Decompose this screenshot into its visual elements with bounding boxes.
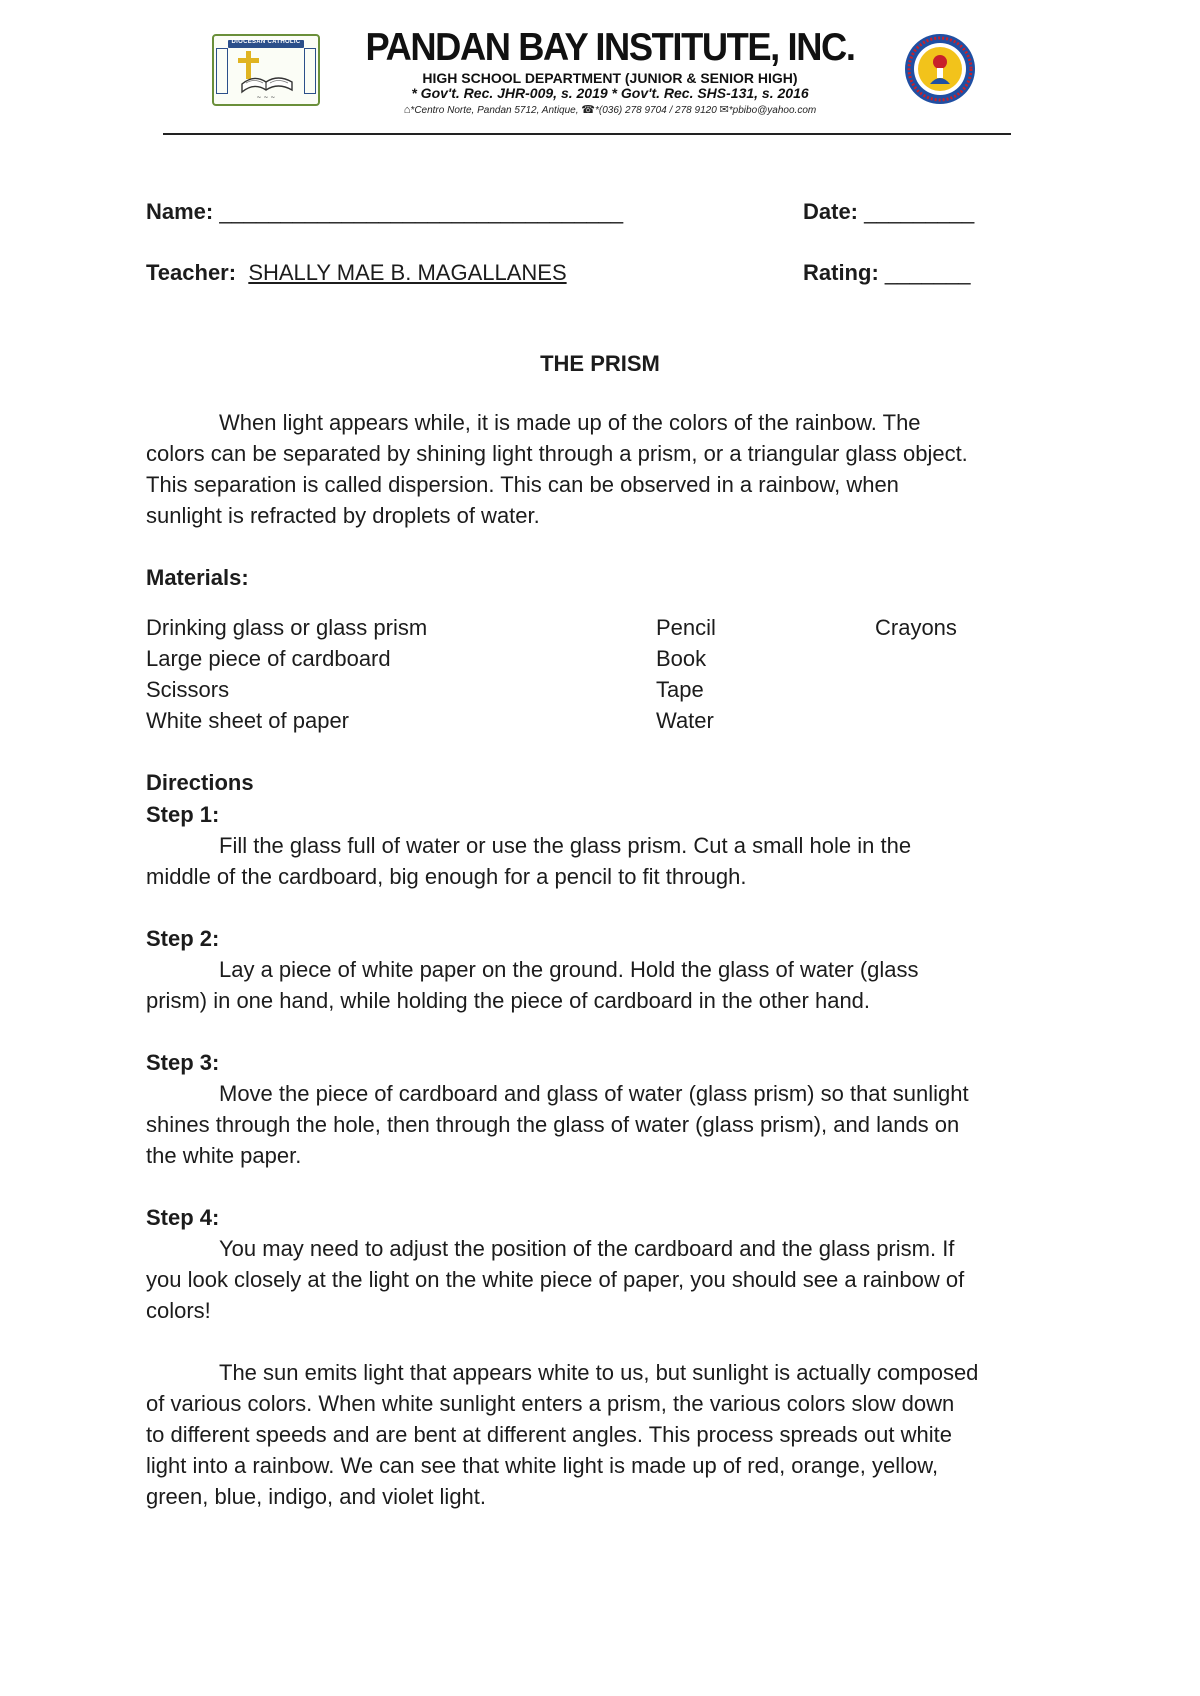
rating-field[interactable]	[803, 257, 971, 288]
list-item: Scissors	[146, 677, 230, 702]
phone-text: *(036) 278 9704 / 278 9120	[595, 105, 717, 116]
name-blank: _________________________________	[219, 199, 624, 224]
name-label: Name:	[146, 199, 214, 224]
contact-line: ⌂*Centro Norte, Pandan 5712, Antique, ☎*(036) 278 9704 / 278 9120 ✉*pbibo@yahoo.com	[403, 104, 817, 116]
step-3-text: Move the piece of cardboard and glass of water (glass prism) so that sunlight shines through the hole, then through the glass of water (glass prism), and lands on the white paper.	[146, 1081, 969, 1168]
teacher-label: Teacher:	[146, 260, 237, 285]
intro-paragraph: When light appears while, it is made up of the colors of the rainbow. The colors can be separated by shining light through a prism, or a triangular glass object. This separation is called dispersion. This can be observed in a rainbow, when sunlight is refracted by droplets of water.	[146, 410, 968, 528]
email-text: *pbibo@yahoo.com	[728, 105, 817, 116]
step-2-label: Step 2:	[146, 926, 220, 951]
list-item: White sheet of paper	[146, 708, 350, 733]
school-logo-left: DIOCESAN CATHOLIC ~ ~ ~	[212, 34, 320, 106]
list-item: Pencil	[656, 615, 716, 640]
phone-icon: ☎	[581, 104, 595, 116]
date-blank: _________	[864, 199, 975, 224]
rating-blank: _______	[884, 260, 971, 285]
name-field[interactable]	[146, 196, 623, 227]
list-item: Large piece of cardboard	[146, 646, 391, 671]
address-text: *Centro Norte, Pandan 5712, Antique	[410, 105, 576, 116]
date-label: Date:	[803, 199, 859, 224]
rating-label: Rating:	[803, 260, 879, 285]
document-title: THE PRISM	[540, 351, 660, 376]
teacher-name: SHALLY MAE B. MAGALLANES	[248, 260, 567, 285]
header-divider	[163, 133, 1011, 135]
list-item: Drinking glass or glass prism	[146, 615, 428, 640]
list-item: Water	[656, 708, 714, 733]
step-2-text: Lay a piece of white paper on the ground. Hold the glass of water (glass prism) in one hand, while holding the piece of cardboard in the other hand.	[146, 957, 919, 1013]
materials-col-2	[656, 612, 836, 736]
mail-icon: ✉	[719, 104, 729, 116]
school-seal-logo	[903, 32, 977, 106]
step-1-text: Fill the glass full of water or use the glass prism. Cut a small hole in the middle of the cardboard, big enough for a pencil to fit through.	[146, 833, 912, 889]
letterhead	[0, 0, 1200, 140]
list-item: Book	[656, 646, 707, 671]
list-item: Crayons	[875, 615, 957, 640]
date-field[interactable]	[803, 196, 974, 227]
step-3-label: Step 3:	[146, 1050, 220, 1075]
step-1-label: Step 1:	[146, 802, 220, 827]
materials-heading: Materials:	[146, 565, 249, 590]
department-line: HIGH SCHOOL DEPARTMENT (JUNIOR & SENIOR HIGH)	[422, 70, 798, 86]
step-4-text: You may need to adjust the position of the cardboard and the glass prism. If you look closely at the light on the white piece of paper, you should see a rainbow of colors!	[146, 1236, 965, 1323]
materials-col-3	[875, 612, 1055, 643]
teacher-field	[146, 257, 567, 288]
directions-heading: Directions	[146, 770, 254, 795]
conclusion-paragraph: The sun emits light that appears white to us, but sunlight is actually composed of various colors. When white sunlight enters a prism, the various colors slow down to different speeds and are bent at different angles. This process spreads out white light into a rainbow. We can see that white light is made up of red, orange, yellow, green, blue, indigo, and violet light.	[146, 1360, 979, 1509]
recognition-line: * Gov't. Rec. JHR-009, s. 2019 * Gov't. Rec. SHS-131, s. 2016	[411, 85, 809, 101]
materials-col-1	[146, 612, 626, 736]
logo-caption: DIOCESAN CATHOLIC	[231, 39, 301, 45]
list-item: Tape	[656, 677, 704, 702]
home-icon: ⌂	[403, 104, 411, 116]
step-4-label: Step 4:	[146, 1205, 220, 1230]
institute-name: PANDAN BAY INSTITUTE, INC.	[365, 26, 855, 69]
